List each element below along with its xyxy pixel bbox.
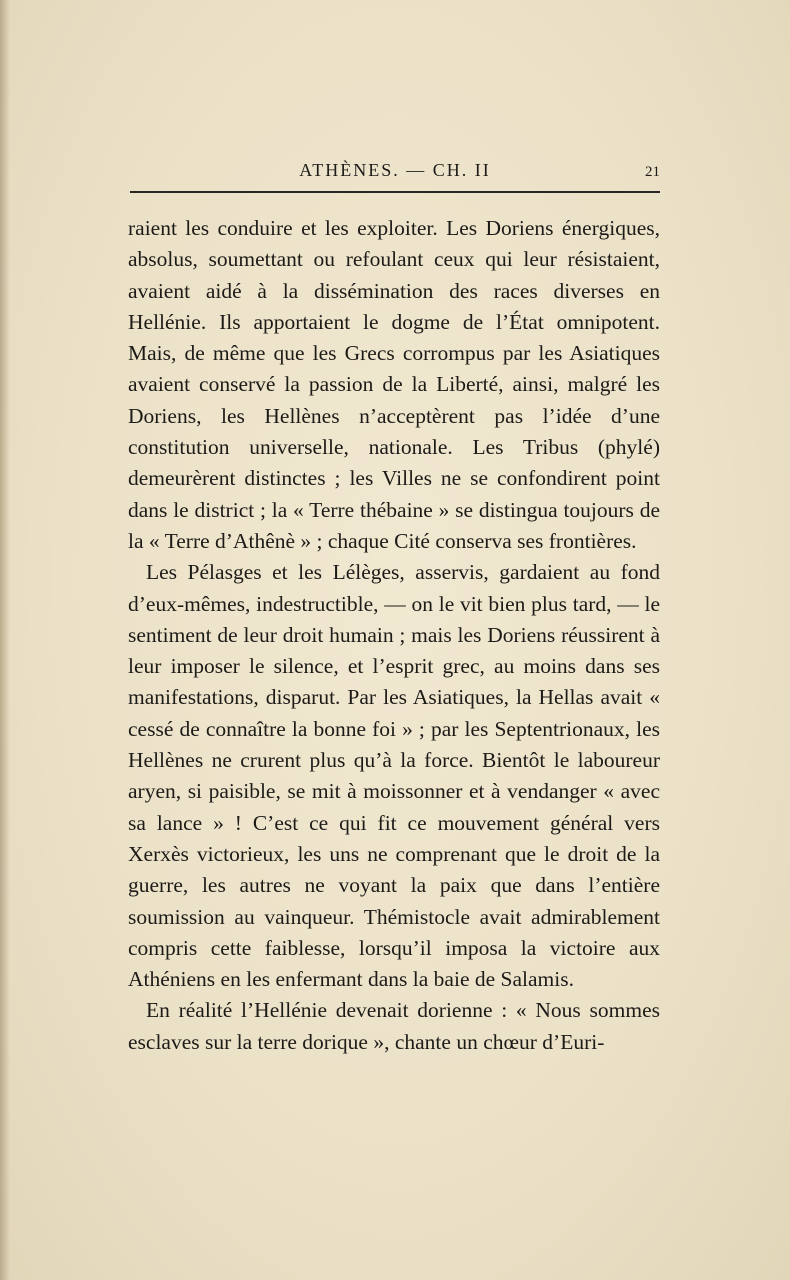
paragraph: raient les conduire et les exploiter. Les Doriens énergiques, absolus, soumettant ou refoulant ceux qui leur résistaient, avaient aidé à la dissémination des races diverses en Hellénie. Ils apportaient le dogme de l’État omnipotent. Mais, de même que les Grecs corrompus par les Asiatiques avaient conservé la passion de la Liberté, ainsi, malgré les Doriens, les Hellènes n’acceptèrent pas l’idée d’une constitution universelle, nationale. Les Tribus (phylé) demeurèrent distinctes ; les Villes ne se confondirent point dans le district ; la « Terre thébaine » se distingua toujours de la « Terre d’Athênè » ; chaque Cité conserva ses frontières. [128, 216, 660, 553]
paragraph: En réalité l’Hellénie devenait dorienne : « Nous sommes esclaves sur la terre dorique », chante un chœur d’Euri- [128, 998, 660, 1054]
paragraph: Les Pélasges et les Lélèges, asservis, gardaient au fond d’eux-mêmes, indestructible, — on le vit bien plus tard, — le sentiment de leur droit humain ; mais les Doriens réussirent à leur imposer le silence, et l’esprit grec, au moins dans ses manifestations, disparut. Par les Asiatiques, la Hellas avait « cessé de connaître la bonne foi » ; par les Septentrionaux, les Hellènes ne crurent plus qu’à la force. Bientôt le laboureur aryen, si paisible, se mit à moissonner et à vendanger « avec sa lance » ! C’est ce qui fit ce mouvement général vers Xerxès victorieux, les uns ne comprenant que le droit de la guerre, les autres ne voyant la paix que dans l’entière soumission au vainqueur. Thémistocle avait admirablement compris cette faiblesse, lorsqu’il imposa la victoire aux Athéniens en les enfermant dans la baie de Salamis. [128, 560, 660, 992]
binding-shadow [0, 0, 10, 1280]
body-text [128, 213, 660, 1058]
running-title: ATHÈNES. — CH. II [299, 160, 491, 180]
running-head [130, 160, 660, 188]
page-number: 21 [645, 164, 660, 180]
header-rule [130, 191, 660, 193]
